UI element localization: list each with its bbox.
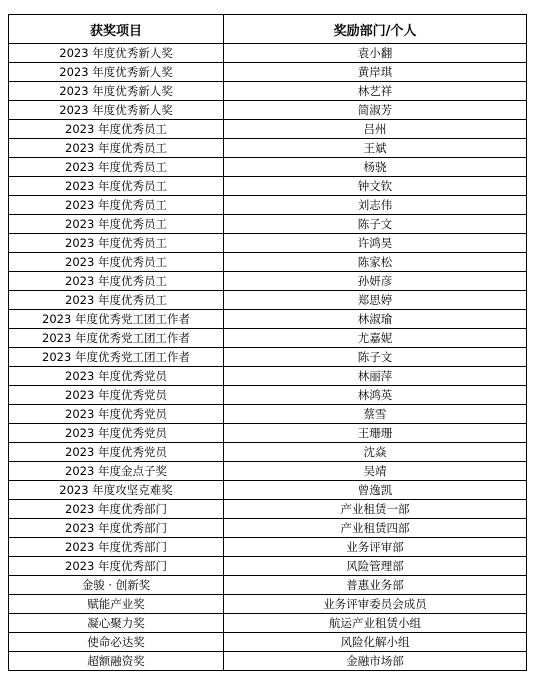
awards-table bbox=[8, 14, 527, 671]
recipient-cell: 产业租赁四部 bbox=[224, 519, 527, 538]
award-item-cell: 2023 年度优秀员工 bbox=[9, 120, 224, 139]
recipient-cell: 金融市场部 bbox=[224, 652, 527, 671]
table-row bbox=[9, 139, 527, 158]
award-item-cell: 2023 年度优秀新人奖 bbox=[9, 101, 224, 120]
table-row bbox=[9, 367, 527, 386]
award-item-cell: 2023 年度优秀党工团工作者 bbox=[9, 310, 224, 329]
recipient-cell: 刘志伟 bbox=[224, 196, 527, 215]
award-item-cell: 2023 年度优秀员工 bbox=[9, 139, 224, 158]
table-header-row bbox=[9, 15, 527, 44]
award-item-cell: 2023 年度优秀新人奖 bbox=[9, 63, 224, 82]
recipient-cell: 蔡雪 bbox=[224, 405, 527, 424]
award-item-cell: 2023 年度优秀党员 bbox=[9, 443, 224, 462]
table-row bbox=[9, 538, 527, 557]
award-item-cell: 2023 年度优秀员工 bbox=[9, 196, 224, 215]
table-row bbox=[9, 120, 527, 139]
award-item-cell: 2023 年度优秀新人奖 bbox=[9, 82, 224, 101]
award-item-cell: 2023 年度优秀员工 bbox=[9, 234, 224, 253]
table-row bbox=[9, 158, 527, 177]
award-item-cell: 2023 年度优秀党员 bbox=[9, 424, 224, 443]
table-row bbox=[9, 310, 527, 329]
recipient-cell: 杨骁 bbox=[224, 158, 527, 177]
recipient-cell: 沈焱 bbox=[224, 443, 527, 462]
table-row bbox=[9, 633, 527, 652]
recipient-cell: 郑思婷 bbox=[224, 291, 527, 310]
award-item-cell: 2023 年度优秀部门 bbox=[9, 557, 224, 576]
table-row bbox=[9, 519, 527, 538]
recipient-cell: 业务评审部 bbox=[224, 538, 527, 557]
award-item-cell: 2023 年度优秀党工团工作者 bbox=[9, 329, 224, 348]
table-row bbox=[9, 63, 527, 82]
recipient-cell: 林艺祥 bbox=[224, 82, 527, 101]
recipient-cell: 尤嘉妮 bbox=[224, 329, 527, 348]
table-row bbox=[9, 253, 527, 272]
table-row bbox=[9, 177, 527, 196]
table-row bbox=[9, 557, 527, 576]
award-item-cell: 2023 年度优秀部门 bbox=[9, 500, 224, 519]
award-item-cell: 2023 年度优秀部门 bbox=[9, 519, 224, 538]
table-row bbox=[9, 462, 527, 481]
recipient-cell: 孙妍彦 bbox=[224, 272, 527, 291]
award-item-cell: 2023 年度优秀新人奖 bbox=[9, 44, 224, 63]
table-row bbox=[9, 614, 527, 633]
table-row bbox=[9, 348, 527, 367]
award-item-cell: 2023 年度优秀党员 bbox=[9, 367, 224, 386]
award-item-cell: 凝心聚力奖 bbox=[9, 614, 224, 633]
header-recipient: 奖励部门/个人 bbox=[224, 15, 527, 44]
recipient-cell: 吕州 bbox=[224, 120, 527, 139]
award-item-cell: 2023 年度优秀党工团工作者 bbox=[9, 348, 224, 367]
award-item-cell: 金骏 · 创新奖 bbox=[9, 576, 224, 595]
recipient-cell: 航运产业租赁小组 bbox=[224, 614, 527, 633]
award-item-cell: 2023 年度优秀员工 bbox=[9, 177, 224, 196]
recipient-cell: 产业租赁一部 bbox=[224, 500, 527, 519]
table-row bbox=[9, 272, 527, 291]
table-row bbox=[9, 196, 527, 215]
award-item-cell: 使命必达奖 bbox=[9, 633, 224, 652]
award-item-cell: 超额融资奖 bbox=[9, 652, 224, 671]
recipient-cell: 风险管理部 bbox=[224, 557, 527, 576]
table-row bbox=[9, 405, 527, 424]
table-row bbox=[9, 652, 527, 671]
table-row bbox=[9, 82, 527, 101]
award-item-cell: 2023 年度金点子奖 bbox=[9, 462, 224, 481]
table-row bbox=[9, 595, 527, 614]
recipient-cell: 林鸿英 bbox=[224, 386, 527, 405]
table-row bbox=[9, 576, 527, 595]
table-row bbox=[9, 329, 527, 348]
award-item-cell: 2023 年度优秀党员 bbox=[9, 405, 224, 424]
award-item-cell: 2023 年度优秀员工 bbox=[9, 291, 224, 310]
award-item-cell: 2023 年度优秀党员 bbox=[9, 386, 224, 405]
award-item-cell: 2023 年度优秀员工 bbox=[9, 272, 224, 291]
award-item-cell: 2023 年度攻坚克难奖 bbox=[9, 481, 224, 500]
table-row bbox=[9, 215, 527, 234]
award-item-cell: 赋能产业奖 bbox=[9, 595, 224, 614]
recipient-cell: 林丽萍 bbox=[224, 367, 527, 386]
award-item-cell: 2023 年度优秀员工 bbox=[9, 215, 224, 234]
recipient-cell: 陈子文 bbox=[224, 215, 527, 234]
recipient-cell: 普惠业务部 bbox=[224, 576, 527, 595]
table-row bbox=[9, 101, 527, 120]
table-row bbox=[9, 234, 527, 253]
table-row bbox=[9, 291, 527, 310]
header-award-item: 获奖项目 bbox=[9, 15, 224, 44]
table-row bbox=[9, 424, 527, 443]
recipient-cell: 风险化解小组 bbox=[224, 633, 527, 652]
table-row bbox=[9, 386, 527, 405]
recipient-cell: 业务评审委员会成员 bbox=[224, 595, 527, 614]
table-row bbox=[9, 481, 527, 500]
recipient-cell: 钟文钦 bbox=[224, 177, 527, 196]
award-item-cell: 2023 年度优秀员工 bbox=[9, 253, 224, 272]
table-row bbox=[9, 443, 527, 462]
recipient-cell: 黄岸琪 bbox=[224, 63, 527, 82]
recipient-cell: 王斌 bbox=[224, 139, 527, 158]
recipient-cell: 袁小翻 bbox=[224, 44, 527, 63]
award-item-cell: 2023 年度优秀员工 bbox=[9, 158, 224, 177]
recipient-cell: 许鸿昊 bbox=[224, 234, 527, 253]
awards-sheet bbox=[8, 14, 526, 671]
recipient-cell: 简淑芳 bbox=[224, 101, 527, 120]
recipient-cell: 陈家松 bbox=[224, 253, 527, 272]
table-body bbox=[9, 44, 527, 671]
table-row bbox=[9, 44, 527, 63]
table-row bbox=[9, 500, 527, 519]
recipient-cell: 陈子文 bbox=[224, 348, 527, 367]
recipient-cell: 林淑瑜 bbox=[224, 310, 527, 329]
recipient-cell: 王珊珊 bbox=[224, 424, 527, 443]
recipient-cell: 吴靖 bbox=[224, 462, 527, 481]
recipient-cell: 曾逸凯 bbox=[224, 481, 527, 500]
award-item-cell: 2023 年度优秀部门 bbox=[9, 538, 224, 557]
